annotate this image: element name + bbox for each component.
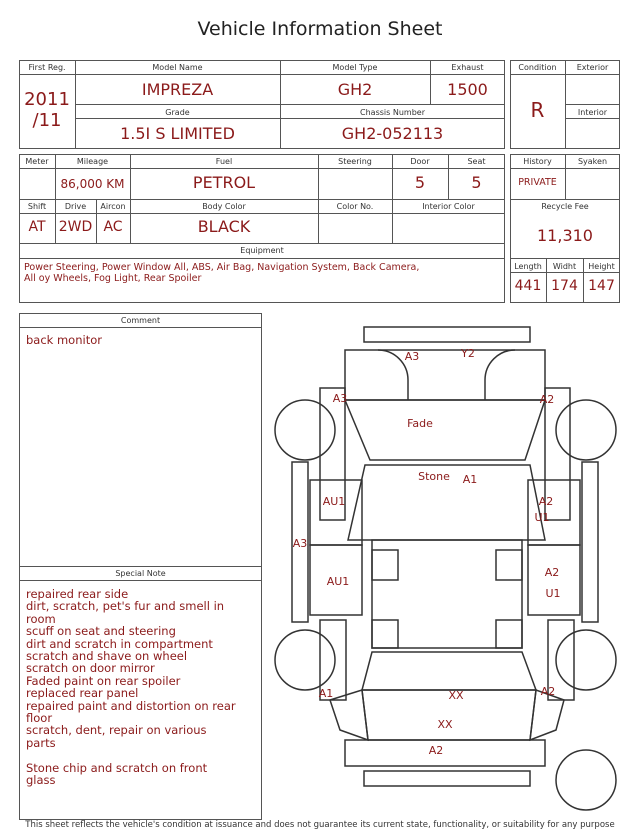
mileage-value: 86,000 KM [60, 177, 125, 191]
steering-label: Steering [338, 157, 372, 166]
grade-label: Grade [165, 108, 190, 117]
special-note-item: scratch and shave on wheel [26, 649, 188, 664]
meter-label: Meter [25, 157, 49, 166]
body-color-label: Body Color [202, 202, 246, 211]
left-rear-tire [275, 630, 335, 690]
side-windows-front [372, 550, 522, 580]
condition-value: R [530, 98, 545, 122]
special-note-item: replaced rear panel [26, 686, 139, 701]
mileage-label: Mileage [76, 157, 109, 166]
special-note-item: dirt and scratch in compartment [26, 636, 213, 651]
mark-rear-bumper-a2: A2 [428, 744, 444, 757]
fuel-value: PETROL [192, 173, 256, 192]
rear-window [362, 652, 536, 690]
mark-hood: Fade [407, 417, 433, 430]
mark-left-rear-quarter: A1 [318, 687, 334, 700]
history-value: PRIVATE [518, 177, 557, 188]
special-note-item: repaired rear side [26, 587, 129, 601]
mark-left-rear-door: AU1 [326, 575, 350, 588]
mark-right-rear-quarter: A2 [540, 685, 556, 698]
roof [372, 540, 522, 648]
right-rear-tire [556, 630, 616, 690]
recycle-fee-value: 11,310 [537, 226, 593, 245]
comment-label: Comment [120, 316, 161, 325]
color-no-label: Color No. [336, 202, 374, 211]
fuel-label: Fuel [215, 157, 233, 166]
interior-color-label: Interior Color [422, 202, 475, 211]
mark-front-bumper: A3 [404, 350, 420, 363]
equipment-value: Power Steering, Power Window All, ABS, Air Bag, Navigation System, Back Camera, All oy Wheels, Fog Light, Rear Spoiler [24, 262, 420, 284]
spare-tire [556, 750, 616, 810]
disclaimer-footer: This sheet reflects the vehicle's condition at issuance and does not guarantee its current state, functionality, or suitability for any purpose [25, 820, 615, 830]
chassis-value: GH2-052113 [341, 124, 444, 143]
right-rear-door [528, 545, 580, 615]
seat-value: 5 [471, 173, 482, 192]
mark-front-y2: Y2 [461, 347, 475, 360]
exhaust-value: 1500 [447, 80, 488, 99]
shift-label: Shift [27, 202, 47, 211]
mark-left-fender: A3 [332, 392, 348, 405]
mark-right-rear-door-u1: U1 [545, 587, 561, 600]
left-front-tire [275, 400, 335, 460]
length-label: Length [514, 262, 542, 271]
side-windows-rear [372, 620, 522, 648]
history-label: History [523, 157, 552, 166]
width-label: Widht [552, 262, 577, 271]
seat-label: Seat [467, 157, 486, 166]
special-note-item [26, 749, 236, 761]
front-bumper [364, 327, 530, 342]
drive-value: 2WD [58, 219, 93, 235]
chassis-label: Chassis Number [360, 108, 425, 117]
exterior-label: Exterior [576, 63, 609, 72]
special-note-item: dirt, scratch, pet's fur and smell in room [26, 599, 225, 626]
mark-trunk-xx: XX [448, 689, 464, 702]
shift-value: AT [28, 219, 46, 235]
mark-right-rear-door-a2: A2 [544, 566, 560, 579]
mark-rear-panel-xx: XX [437, 718, 453, 731]
front-panel [345, 350, 545, 400]
recycle-fee-label: Recycle Fee [541, 202, 589, 211]
model-type-value: GH2 [337, 80, 373, 99]
model-type-label: Model Type [332, 63, 378, 72]
rear-bumper [345, 740, 545, 766]
special-note-list [26, 588, 236, 787]
first-reg-month: /11 [32, 110, 62, 131]
syaken-label: Syaken [577, 157, 608, 166]
comment-text: back monitor [26, 333, 102, 347]
grade-value: 1.5I S LIMITED [120, 124, 235, 143]
model-name-label: Model Name [152, 63, 203, 72]
special-note-item: Faded paint on rear spoiler [26, 673, 181, 688]
right-side-sill [582, 462, 598, 622]
door-label: Door [410, 157, 430, 166]
aircon-value: AC [103, 219, 123, 235]
first-reg-year: 2011 [24, 89, 70, 110]
special-note-label: Special Note [115, 569, 166, 578]
aircon-label: Aircon [100, 202, 126, 211]
exhaust-label: Exhaust [451, 63, 484, 72]
height-value: 147 [588, 278, 615, 294]
model-name-value: IMPREZA [141, 80, 214, 99]
special-note-item: scuff on seat and steering [26, 624, 176, 639]
rear-quarter [330, 690, 564, 740]
height-label: Height [588, 262, 615, 271]
car-damage-diagram [270, 320, 630, 820]
mark-left-sill: A3 [292, 537, 308, 550]
headlight-lines [378, 350, 515, 400]
first-reg-label: First Reg. [28, 63, 66, 72]
width-value: 174 [551, 278, 578, 294]
mark-windshield-a1: A1 [462, 473, 478, 486]
rear-bumper-lower [364, 771, 530, 786]
right-front-tire [556, 400, 616, 460]
mark-right-fender: A2 [539, 393, 555, 406]
special-note-item: Stone chip and scratch on front glass [26, 760, 208, 788]
body-color-value: BLACK [197, 217, 251, 236]
length-value: 441 [514, 278, 542, 294]
drive-label: Drive [64, 202, 87, 211]
door-value: 5 [414, 173, 426, 192]
mark-right-front-door-a2: A2 [538, 495, 554, 508]
hood [345, 400, 545, 460]
interior-label: Interior [577, 108, 608, 117]
special-note-item: scratch on door mirror [26, 661, 155, 676]
special-note-item: scratch, dent, repair on various parts [26, 723, 207, 750]
condition-label: Condition [518, 63, 557, 72]
mark-left-front-door: AU1 [322, 495, 346, 508]
special-note-item: repaired paint and distortion on rear floor [26, 698, 236, 726]
page-title: Vehicle Information Sheet [197, 18, 443, 40]
mark-right-front-door-u1: U1 [534, 511, 550, 524]
mark-windshield-stone: Stone [418, 470, 450, 483]
equipment-label: Equipment [240, 246, 284, 255]
